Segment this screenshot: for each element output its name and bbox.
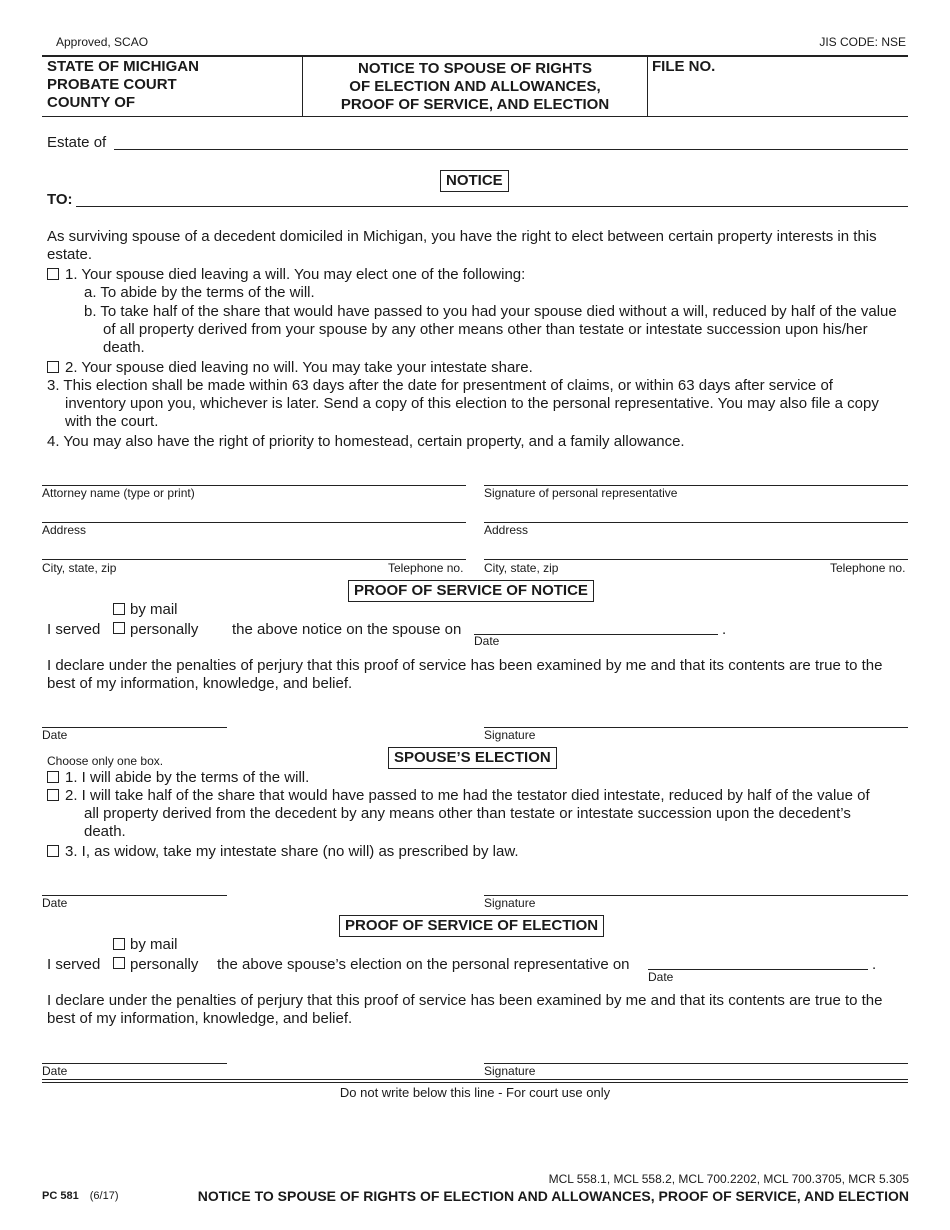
- notice-item-2: 2. Your spouse died leaving no will. You may take your intestate share.: [65, 359, 533, 376]
- notice-personally-label: personally: [130, 621, 199, 638]
- notice-served-period: .: [722, 621, 727, 638]
- notice-item-3-line-3: with the court.: [65, 413, 159, 430]
- election-served-text: the above spouse’s election on the personal representative on: [217, 956, 630, 973]
- election-date-field[interactable]: [42, 895, 227, 896]
- election-declaration: [47, 992, 883, 1028]
- notice-date-caption: Date: [42, 728, 68, 742]
- notice-item-1b-line-1: b. To take half of the share that would have passed to you had your spouse died without a will, reduced by half of the value: [84, 303, 897, 320]
- court-block: [47, 58, 199, 112]
- form-title-line-2: OF ELECTION AND ALLOWANCES,: [349, 78, 601, 95]
- pr-tel-caption: Telephone no.: [830, 561, 906, 575]
- header-top-rule: [42, 55, 908, 57]
- file-no-field[interactable]: [648, 76, 906, 114]
- election-personally-checkbox[interactable]: [113, 957, 125, 969]
- estate-field[interactable]: [114, 149, 908, 150]
- election-opt1-checkbox[interactable]: [47, 771, 59, 783]
- election-choose: Choose only one box.: [47, 754, 164, 768]
- election-proof-date-caption: Date: [42, 1064, 68, 1078]
- notice-personally-checkbox[interactable]: [113, 622, 125, 634]
- statutes: MCL 558.1, MCL 558.2, MCL 700.2202, MCL 700.3705, MCR 5.305: [548, 1172, 909, 1186]
- notice-intro-line-2: estate.: [47, 246, 93, 263]
- election-proof-date-field[interactable]: [42, 1063, 227, 1064]
- attorney-address-caption: Address: [42, 523, 87, 537]
- election-personally-label: personally: [130, 956, 199, 973]
- election-opt2-line-3: death.: [84, 823, 126, 840]
- notice-i-served: I served: [47, 621, 101, 638]
- jis-code: JIS CODE: NSE: [819, 35, 906, 49]
- election-by-mail-checkbox[interactable]: [113, 938, 125, 950]
- election-i-served: I served: [47, 956, 101, 973]
- election-declaration-line-2: best of my information, knowledge, and belief.: [47, 1010, 353, 1027]
- attorney-address-field[interactable]: [42, 522, 466, 523]
- election-signature-caption: Signature: [484, 896, 536, 910]
- notice-date-field[interactable]: [42, 727, 227, 728]
- notice-declaration-line-2: best of my information, knowledge, and belief.: [47, 675, 353, 692]
- notice-heading: NOTICE: [440, 170, 509, 192]
- attorney-tel-caption: Telephone no.: [388, 561, 464, 575]
- notice-item-3-line-2: inventory upon you, whichever is later. Send a copy of this election to the personal representative. You may also file a copy: [65, 395, 879, 412]
- court-use-label: Do not write below this line - For court use only: [339, 1085, 611, 1100]
- notice-signature-caption: Signature: [484, 728, 536, 742]
- pr-city-field[interactable]: [484, 559, 908, 560]
- election-opt2-line-2: all property derived from the decedent by any means other than testate or intestate succession upon the decedent’s: [84, 805, 851, 822]
- no-will-checkbox[interactable]: [47, 361, 59, 373]
- election-opt3-checkbox[interactable]: [47, 845, 59, 857]
- notice-item-1: 1. Your spouse died leaving a will. You may elect one of the following:: [65, 266, 526, 283]
- notice-by-mail-label: by mail: [130, 601, 178, 618]
- court-county-label: COUNTY OF: [47, 94, 136, 111]
- attorney-name-caption: Attorney name (type or print): [42, 486, 195, 500]
- election-by-mail-label: by mail: [130, 936, 178, 953]
- election-proof-signature-caption: Signature: [484, 1064, 536, 1078]
- election-signature-field[interactable]: [484, 895, 908, 896]
- form-title: [303, 60, 647, 114]
- form-number: PC 581: [42, 1190, 79, 1202]
- election-date-caption: Date: [42, 896, 68, 910]
- form-revision: (6/17): [89, 1190, 119, 1202]
- election-opt2-checkbox[interactable]: [47, 789, 59, 801]
- election-served-date-field[interactable]: [648, 969, 868, 970]
- proof-notice-heading: PROOF OF SERVICE OF NOTICE: [348, 580, 594, 602]
- election-opt2: [65, 787, 870, 841]
- notice-item-3-line-1: 3. This election shall be made within 63 days after the date for presentment of claims, or within 63 days after service of: [47, 377, 833, 394]
- notice-served-date-caption: Date: [474, 634, 500, 648]
- election-served-date-caption: Date: [648, 970, 674, 984]
- header-bottom-rule: [42, 116, 908, 117]
- approved-label: Approved, SCAO: [56, 35, 149, 49]
- election-declaration-line-1: I declare under the penalties of perjury that this proof of service has been examined by me and that its contents are true to the: [47, 992, 883, 1009]
- election-proof-signature-field[interactable]: [484, 1063, 908, 1064]
- will-checkbox[interactable]: [47, 268, 59, 280]
- estate-label: Estate of: [47, 134, 107, 151]
- notice-declaration-line-1: I declare under the penalties of perjury that this proof of service has been examined by me and that its contents are true to the: [47, 657, 883, 674]
- pr-city-caption: City, state, zip: [484, 561, 559, 575]
- court-use-rule-1: [42, 1079, 908, 1080]
- election-opt2-line-1: 2. I will take half of the share that would have passed to me had the testator died intestate, reduced by half of the value of: [65, 787, 870, 804]
- notice-item-1b: [84, 303, 897, 357]
- attorney-city-caption: City, state, zip: [42, 561, 117, 575]
- notice-declaration: [47, 657, 883, 693]
- pr-address-caption: Address: [484, 523, 529, 537]
- court-use-rule-2: [42, 1082, 908, 1083]
- court-probate: PROBATE COURT: [47, 76, 177, 93]
- court-state: STATE OF MICHIGAN: [47, 58, 199, 75]
- notice-item-1a: a. To abide by the terms of the will.: [84, 284, 315, 301]
- to-label: TO:: [47, 191, 73, 208]
- election-heading: SPOUSE’S ELECTION: [388, 747, 557, 769]
- election-opt3: 3. I, as widow, take my intestate share (no will) as prescribed by law.: [65, 843, 519, 860]
- to-field[interactable]: [76, 206, 908, 207]
- footer-title: NOTICE TO SPOUSE OF RIGHTS OF ELECTION AND ALLOWANCES, PROOF OF SERVICE, AND ELECTION: [197, 1188, 909, 1204]
- attorney-city-field[interactable]: [42, 559, 466, 560]
- notice-intro-line-1: As surviving spouse of a decedent domiciled in Michigan, you have the right to elect between certain property interests in this: [47, 228, 877, 245]
- form-title-line-1: NOTICE TO SPOUSE OF RIGHTS: [358, 60, 592, 77]
- pr-address-field[interactable]: [484, 522, 908, 523]
- notice-served-text: the above notice on the spouse on: [232, 621, 462, 638]
- notice-item-1b-line-3: death.: [103, 339, 145, 356]
- notice-by-mail-checkbox[interactable]: [113, 603, 125, 615]
- pr-signature-caption: Signature of personal representative: [484, 486, 678, 500]
- form-id: [42, 1190, 119, 1203]
- notice-intro: [47, 228, 877, 264]
- election-served-period: .: [872, 956, 877, 973]
- file-no-label: FILE NO.: [652, 58, 716, 75]
- form-title-line-3: PROOF OF SERVICE, AND ELECTION: [340, 96, 610, 113]
- notice-item-4: 4. You may also have the right of priority to homestead, certain property, and a family allowance.: [47, 433, 685, 450]
- notice-item-3: [47, 377, 879, 431]
- notice-item-1b-line-2: of all property derived from your spouse by any other means other than testate or intestate succession upon his/her: [103, 321, 868, 338]
- notice-signature-field[interactable]: [484, 727, 908, 728]
- election-opt1: 1. I will abide by the terms of the will.: [65, 769, 310, 786]
- notice-served-date-field[interactable]: [474, 634, 718, 635]
- proof-election-heading: PROOF OF SERVICE OF ELECTION: [339, 915, 604, 937]
